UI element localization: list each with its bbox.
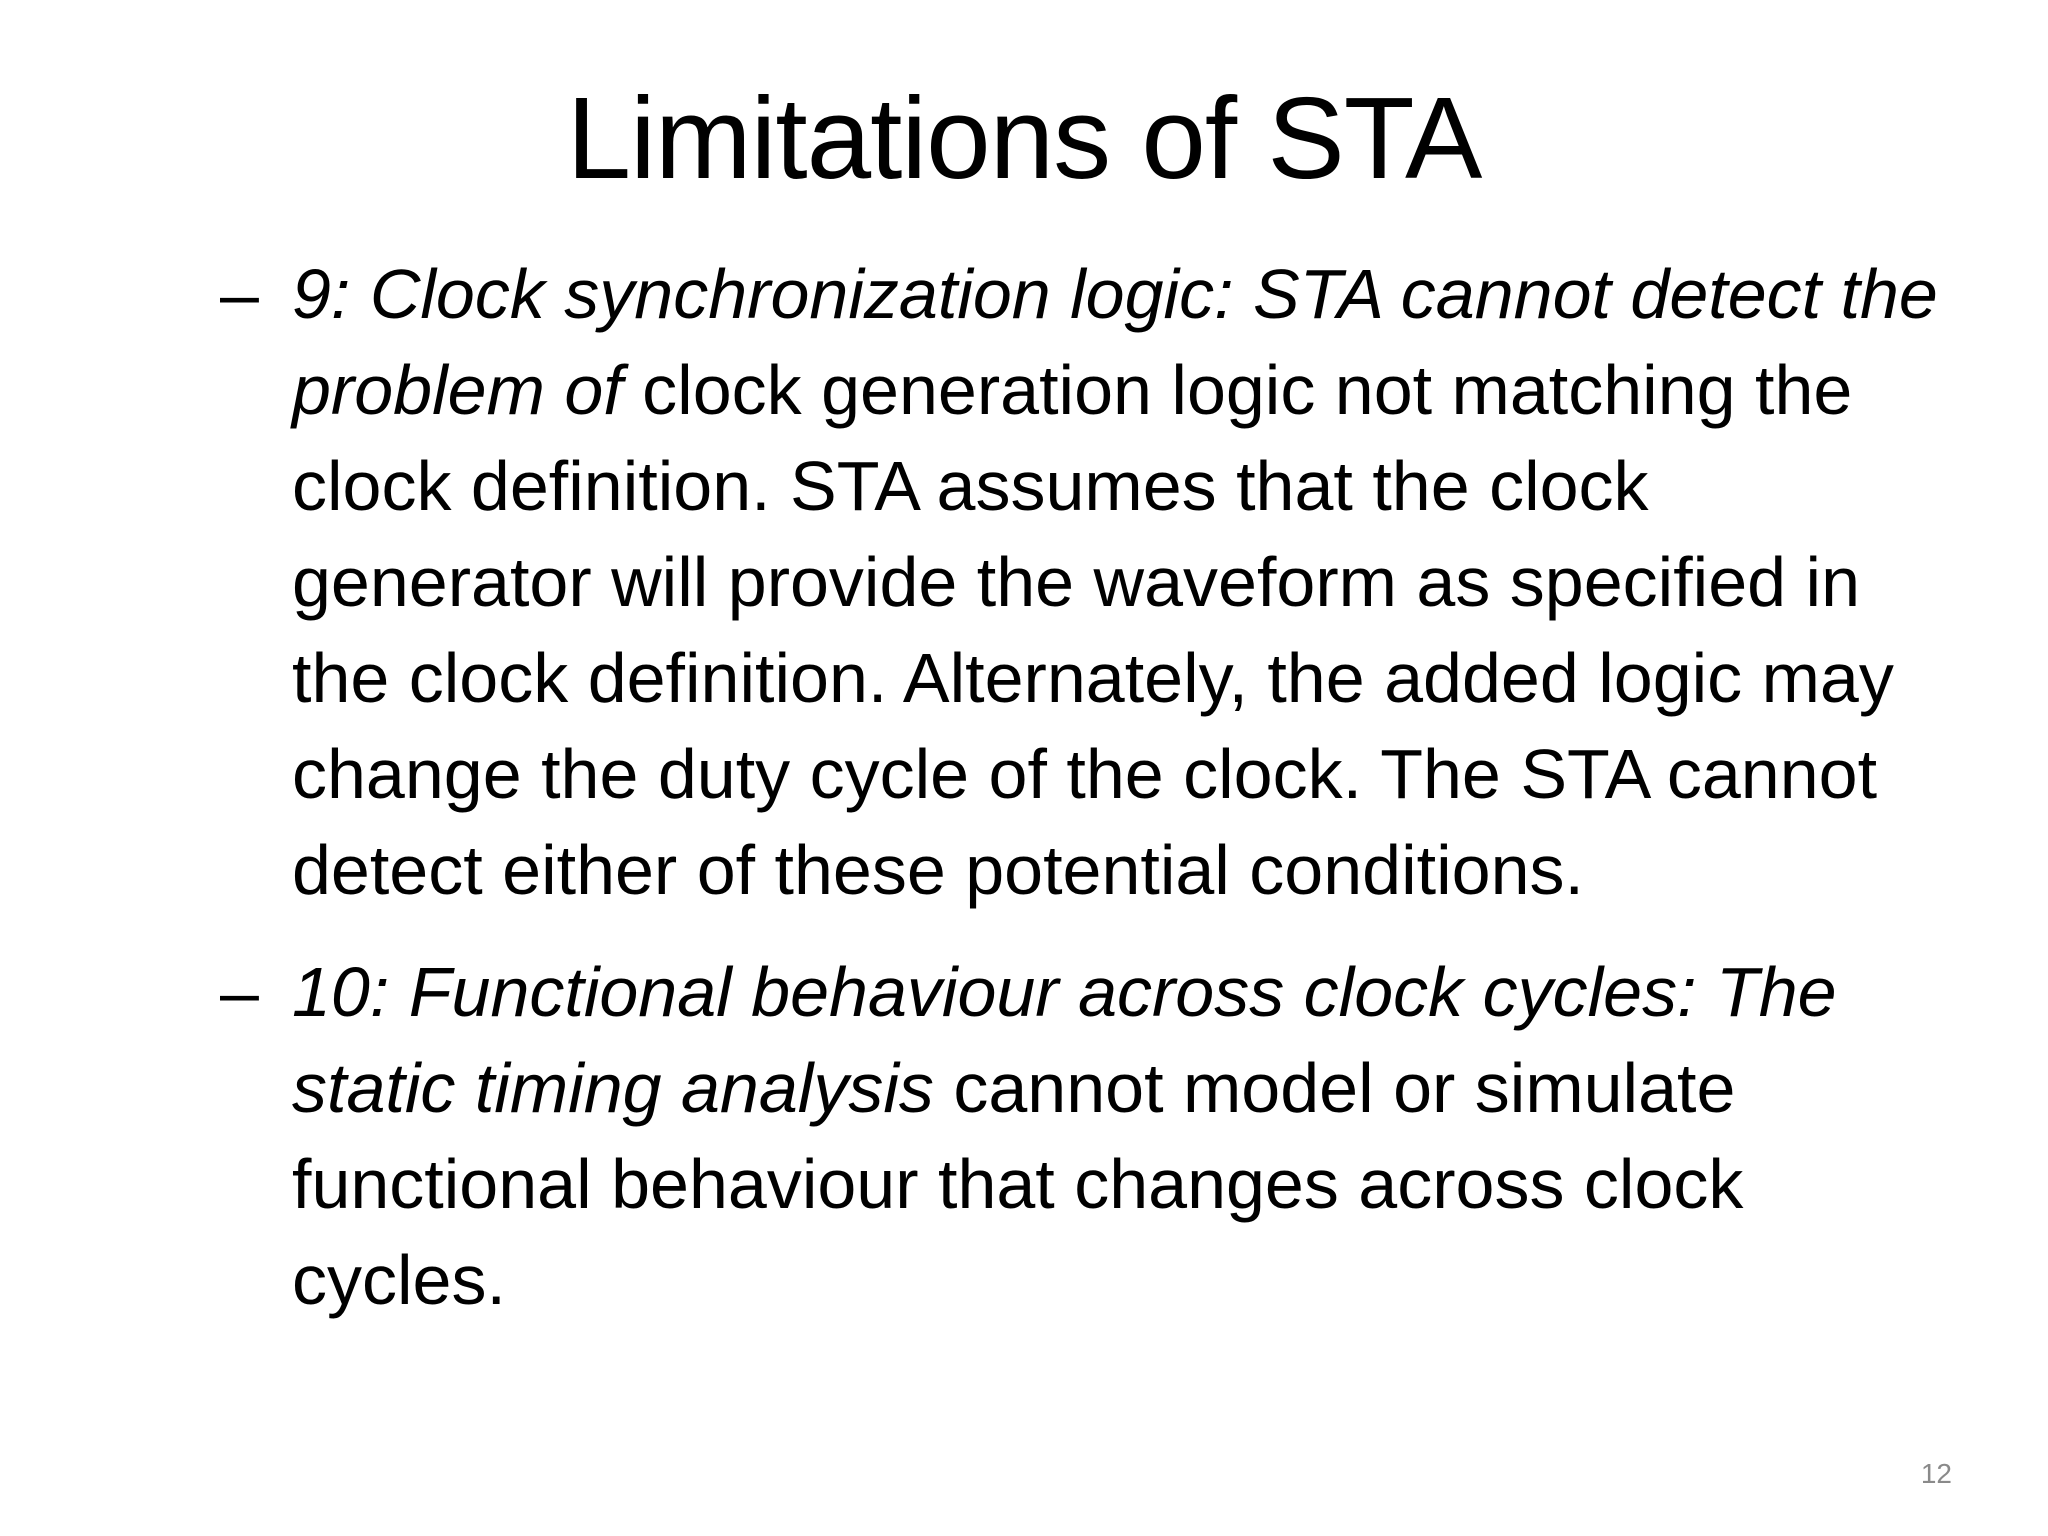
bullet-dash: – — [220, 953, 259, 1031]
bullet-item — [220, 246, 1960, 918]
bullet-list — [220, 246, 1960, 1354]
bullet-italic-lead: 9: Clock synchronization logic: STA cannot detect the problem of — [292, 255, 1938, 429]
slide-title: Limitations of STA — [566, 73, 1482, 203]
bullet-text: cannot model or simulate functional behaviour that changes across clock cycles. — [292, 1049, 1744, 1319]
bullet-dash: – — [220, 255, 259, 333]
bullet-item — [220, 944, 1960, 1328]
bullet-italic-lead: 10: Functional behaviour across clock cycles: The static timing analysis — [292, 953, 1837, 1127]
bullet-text: clock generation logic not matching the clock definition. STA assumes that the clock generator will provide the waveform as specified in the clock definition. Alternately, the added logic may change the duty cycle of the clock. The STA cannot detect either of these potential conditions. — [292, 351, 1894, 909]
page-number: 12 — [1920, 1458, 1952, 1489]
